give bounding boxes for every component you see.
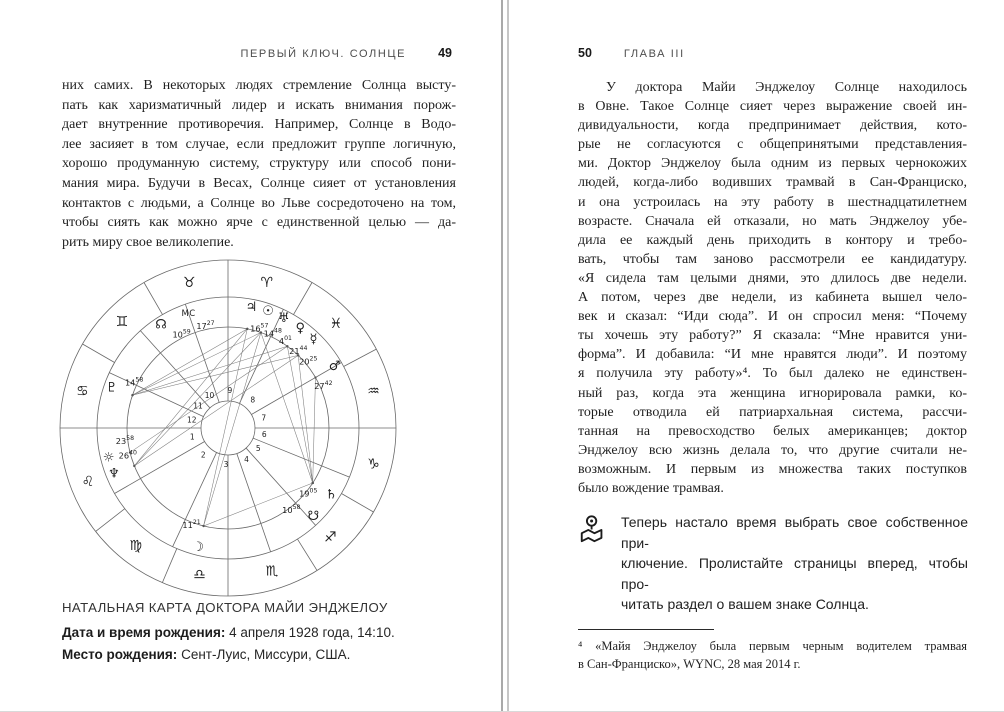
text-line: Теперь настало время выбрать свое собственное при- [621,514,968,551]
caption-title: НАТАЛЬНАЯ КАРТА ДОКТОРА МАЙИ ЭНДЖЕЛОУ [62,600,388,615]
caption-place-value: Сент-Луис, Миссури, США. [177,647,351,662]
natal-chart [59,259,397,597]
text-line: торые отводила ей патриархальная система, рассчи- [578,404,967,420]
house-number: 7 [261,413,267,423]
text-line: я получила эту работу»⁴. То был далеко не единствен- [578,366,967,382]
left-body-text [62,76,456,252]
degree-label: $26^{40}$ [118,449,137,461]
planet-node-north-icon: ☊ [155,317,167,333]
page-gutter [501,0,509,712]
degree-label: $17^{27}$ [196,319,215,331]
text-line: танная на превосходство белых американцев; доктор [578,423,967,439]
sign-leo-icon: ♌ [81,473,95,490]
sign-gemini-icon: ♊ [115,313,129,330]
degree-label: $14^{58}$ [124,376,144,388]
text-line: в Сан-Франциско», WYNC, 28 мая 2014 г. [578,657,801,672]
text-line: было вождение трамвая. [578,480,724,496]
degree-label: $11^{21}$ [182,518,201,530]
house-number: 5 [255,444,261,454]
degree-label: $14^{48}$ [263,327,282,339]
caption-place-label: Место рождения: [62,647,178,662]
text-line: рить миру свое великолепие. [62,234,234,250]
left-running-head [62,46,452,60]
planet-jupiter-icon: ♃ [245,299,258,315]
sign-scorpio-icon: ♏ [265,563,279,580]
text-line: и она устроилась на эту работу в шестнадцатилетнем [578,194,967,210]
footnote-rule [578,629,714,630]
text-line: ⁴ «Майя Энджелоу была первым черным водителем трамвая [578,639,967,653]
text-line: рые не согласуются с общепринятыми представления- [578,137,967,153]
right-header-title: ГЛАВА III [623,48,685,60]
planet-neptune-icon: ♆ [108,466,120,482]
planet-pluto-icon: ♇ [105,380,118,396]
text-line: вать, чтобы там заново рассмотрели ее кандидатуру. [578,251,967,267]
sign-virgo-icon: ♍ [129,538,142,555]
text-line: А потом, через две недели, из кабинета вышел чело- [578,290,967,306]
adventure-tip [578,512,968,615]
tip-text [621,512,968,615]
natal-chart-wheel [59,259,397,597]
degree-label: $21^{44}$ [289,344,308,356]
house-number: 8 [250,395,256,405]
house-number: 2 [200,450,206,460]
house-number: 6 [261,430,267,440]
right-body-text [578,78,967,498]
degree-label: $16^{57}$ [250,322,269,334]
degree-label: $4^{01}$ [278,334,292,346]
sign-aquarius-icon: ♒ [367,383,380,400]
text-line: лее засияет в том случае, если предложит группе логичную, [62,136,456,152]
text-line: них самих. В некоторых людях стремление Солнца высту- [62,78,456,93]
text-line: пать как харизматичный лидер и искать внимания порож- [62,97,456,113]
text-line: возрасте. Сначала ей отказали, но мать Энджелоу убе- [578,213,967,229]
text-line: чтобы сиять как можно ярче с единственной целью — да- [62,215,456,231]
degree-label: $23^{58}$ [115,435,135,447]
house-number: 10 [204,390,215,400]
planet-ascendant-icon: ☼ [102,450,115,466]
caption-birth-label: Дата и время рождения: [62,625,226,640]
text-line: читать раздел о вашем знаке Солнца. [621,596,869,613]
house-number: 12 [187,415,197,425]
text-line: мания мира. Будучи в Весах, Солнце сияет от установления [62,175,456,191]
sign-taurus-icon: ♉ [182,275,196,292]
planet-mars-icon: ♂ [328,359,341,374]
caption-birth [62,622,456,644]
left-page-number: 49 [438,46,452,60]
text-line: ты хочешь эту работу?” Я сказала: “Мне нравится уни- [578,328,967,344]
house-number: 3 [223,459,229,469]
degree-label: $20^{25}$ [299,355,318,367]
text-line: ключение. Пролистайте страницы вперед, чтобы про- [621,555,968,592]
sign-cancer-icon: ♋ [76,383,89,400]
sign-pisces-icon: ♓ [329,315,343,332]
caption-place [62,644,456,666]
text-line: возможным. И первым из множества таких поступков [578,461,967,477]
sign-libra-icon: ♎ [193,567,206,584]
house-number: 9 [227,386,233,396]
sign-sagittarius-icon: ♐ [324,529,337,546]
mc-label: MC [181,309,196,320]
planet-moon-icon: ☽ [192,539,205,555]
degree-label: $27^{42}$ [314,380,333,392]
planet-saturn-icon: ♄ [325,487,337,503]
text-line: Энджелоу всю жизнь делала то, что другие считали не- [578,442,967,458]
text-line: форма”. И добавила: “И мне нравятся люди”. И поэтому [578,347,967,363]
degree-label: $10^{58}$ [282,504,301,516]
planet-uranus-icon: ♅ [278,310,290,326]
planet-venus-icon: ♀ [295,320,306,336]
house-number: 11 [193,401,203,411]
house-number: 1 [189,432,195,442]
planet-mercury-icon: ☿ [309,332,318,348]
sign-aries-icon: ♈ [260,275,274,292]
chart-caption [62,600,456,666]
caption-birth-value: 4 апреля 1928 года, 14:10. [225,625,395,640]
text-line: хорошо продуманную систему, структуру или способ пони- [62,156,456,172]
degree-label: $10^{59}$ [172,328,191,340]
text-line: век и сказал: “Иди сюда”. И он спросил меня: “Почему [578,309,967,325]
text-line: дает внутренние противоречия. Например, Солнце в Водо- [62,117,456,133]
right-running-head [578,46,685,60]
text-line: в Овне. Такое Солнце сияет через выражение своей ин- [578,99,967,115]
left-header-title: ПЕРВЫЙ КЛЮЧ. СОЛНЦЕ [240,48,407,60]
right-page-number: 50 [578,46,592,60]
text-line: дила ее каждый день приходить в контору и требо- [578,232,967,248]
text-line: ми. Доктор Энджелоу была одним из первых чернокожих [578,156,967,172]
map-pin-icon [578,512,610,615]
sign-capricorn-icon: ♑ [367,456,380,473]
text-line: людей, когда-либо водивших трамвай в Сан-Франциско, [578,175,967,191]
degree-label: $19^{05}$ [299,487,318,499]
text-line: дивидуальности, когда предпринимает действия, кото- [578,118,967,134]
text-line: «Я сидела там целыми днями, это длилось две недели. [578,270,967,286]
footnote-text [578,637,967,674]
text-line: У доктора Майи Энджелоу Солнце находилось [606,80,967,95]
footnote [578,629,967,674]
text-line: контактов с людьми, а Солнце во Льве сосредоточено на том, [62,195,456,211]
house-number: 4 [244,455,249,465]
planet-node-south-icon: ☋ [307,508,320,524]
planet-sun-icon: ☉ [262,304,274,320]
text-line: ный раз, когда эта женщина игнорировала рамки, ко- [578,385,967,401]
